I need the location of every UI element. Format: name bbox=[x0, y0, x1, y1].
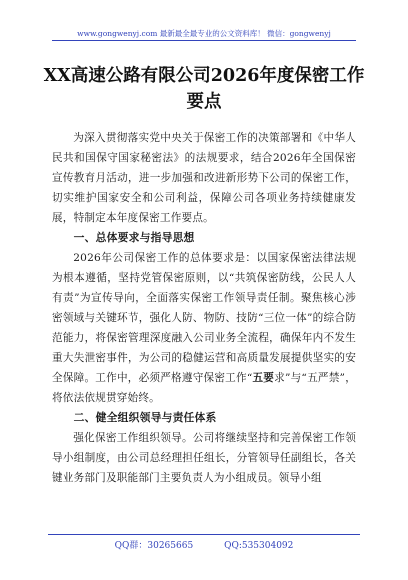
header-rule bbox=[52, 40, 356, 41]
title-line-1: XX高速公路有限公司2026年度保密工作 bbox=[43, 66, 365, 86]
section-1-text-b: 求”与“五严禁”，将依法依规贯穿始终。 bbox=[52, 372, 356, 404]
section-2-paragraph: 强化保密工作组织领导。公司将继续坚持和完善保密工作领导小组制度，由公司总经理担任组长，分管领导任副组长，各关键业务部门及职能部门主要负责人为小组成员。领导小组 bbox=[52, 432, 356, 484]
document-body bbox=[52, 128, 356, 488]
section-1-text-a: 2026年公司保密工作的总体要求是：以国家保密法律法规为根本遵循，坚持党管保密原则，以“共筑保密防线，公民人人有责”为宣传导向，全面落实保密工作领导责任制。聚焦核心涉密领域与关键环节，强化人防、物防、技防“三位一体”的综合防范能力，将保密管理深度融入公司业务全流程，确保年内不发生重大失泄密事件，为公司的稳健运营和高质量发展提供坚实的安全保障。工作中，必须严格遵守保密工作“ bbox=[52, 252, 356, 384]
section-1-heading: 一、总体要求与指导思想 bbox=[73, 231, 195, 244]
section-2-heading: 二、健全组织领导与责任体系 bbox=[73, 411, 217, 424]
intro-paragraph: 为深入贯彻落实党中央关于保密工作的决策部署和《中华人民共和国保守国家秘密法》的法规要求，结合2026年全国保密宣传教育月活动，进一步加强和改进新形势下公司的保密工作，切实维护国家安全和公司利益，保障公司各项业务持续健康发展，特制定本年度保密工作要点。 bbox=[52, 132, 356, 224]
footer-qq-group: QQ群：30265665 bbox=[114, 541, 194, 551]
section-1-paragraph bbox=[52, 248, 356, 408]
section-1-bold: 五要 bbox=[252, 372, 275, 384]
document-title bbox=[40, 63, 368, 115]
page-header bbox=[0, 28, 408, 39]
footer-qq: QQ:535304092 bbox=[224, 541, 294, 551]
title-line-2: 要点 bbox=[186, 92, 222, 112]
page-footer bbox=[0, 538, 408, 551]
header-text: www.gongwenyj.com 最新最全最专业的公文资料库！ 微信：gongwenyj bbox=[77, 29, 331, 38]
footer-rule bbox=[48, 534, 360, 535]
